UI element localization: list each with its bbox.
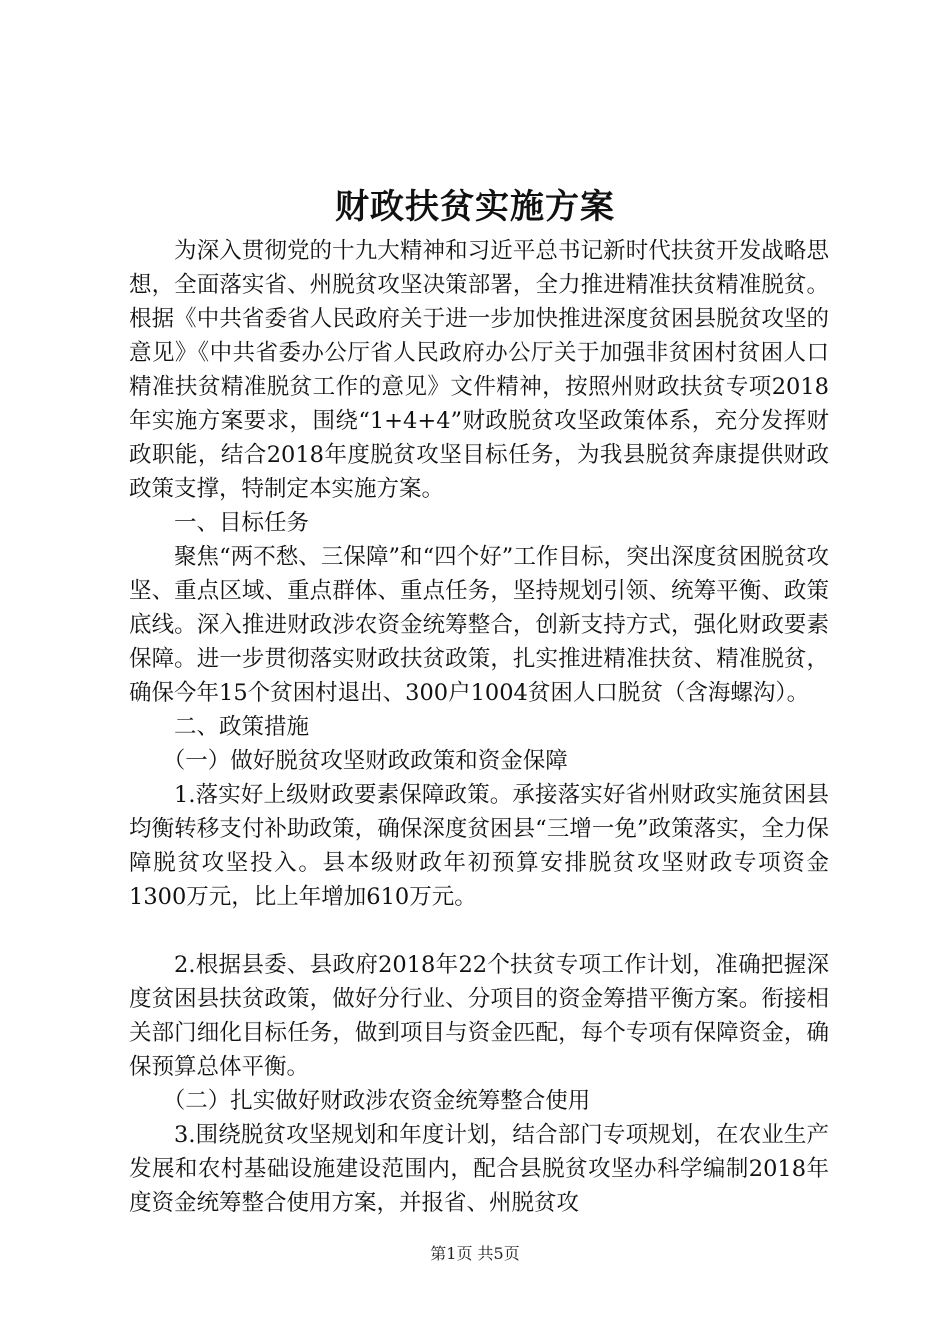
document-body — [129, 234, 829, 1220]
page-number-footer: 第1页 共5页 — [430, 1244, 520, 1263]
intro-paragraph: 为深入贯彻党的十九大精神和习近平总书记新时代扶贫开发战略思想，全面落实省、州脱贫攻坚决策部署，全力推进精准扶贫精准脱贫。根据《中共省委省人民政府关于进一步加快推进深度贫困县脱贫攻坚的意见》《中共省委办公厅省人民政府办公厅关于加强非贫困村贫困人口精准扶贫精准脱贫工作的意见》文件精神，按照州财政扶贫专项2018年实施方案要求，围绕“1+4+4”财政脱贫攻坚政策体系，充分发挥财政职能，结合2018年度脱贫攻坚目标任务，为我县脱贫奔康提供财政政策支撑，特制定本实施方案。 — [129, 238, 829, 502]
section-heading-policy: 二、政策措施 — [174, 714, 310, 740]
policy-item-1: 1.落实好上级财政要素保障政策。承接落实好省州财政实施贫困县均衡转移支付补助政策，确保深度贫困县“三增一免”政策落实，全力保障脱贫攻坚投入。县本级财政年初预算安排脱贫攻坚财政专项资金1300万元，比上年增加610万元。 — [129, 782, 829, 910]
section-heading-goals: 一、目标任务 — [174, 510, 310, 536]
policy-item-2: 2.根据县委、县政府2018年22个扶贫专项工作计划，准确把握深度贫困县扶贫政策，做好分行业、分项目的资金筹措平衡方案。衔接相关部门细化目标任务，做到项目与资金匹配，每个专项有保障资金，确保预算总体平衡。 — [129, 952, 829, 1080]
document-title: 财政扶贫实施方案 — [335, 187, 615, 227]
subsection-heading-2: （二）扎实做好财政涉农资金统筹整合使用 — [162, 1088, 591, 1114]
policy-item-3: 3.围绕脱贫攻坚规划和年度计划，结合部门专项规划，在农业生产发展和农村基础设施建设范围内，配合县脱贫攻坚办科学编制2018年度资金统筹整合使用方案，并报省、州脱贫攻 — [129, 1122, 829, 1216]
paragraph-spacer — [129, 914, 829, 948]
subsection-heading-1: （一）做好脱贫攻坚财政政策和资金保障 — [162, 748, 568, 774]
goals-paragraph: 聚焦“两不愁、三保障”和“四个好”工作目标，突出深度贫困脱贫攻坚、重点区域、重点群体、重点任务，坚持规划引领、统筹平衡、政策底线。深入推进财政涉农资金统筹整合，创新支持方式，强化财政要素保障。进一步贯彻落实财政扶贫政策，扎实推进精准扶贫、精准脱贫，确保今年15个贫困村退出、300户1004贫困人口脱贫（含海螺沟）。 — [129, 544, 829, 706]
